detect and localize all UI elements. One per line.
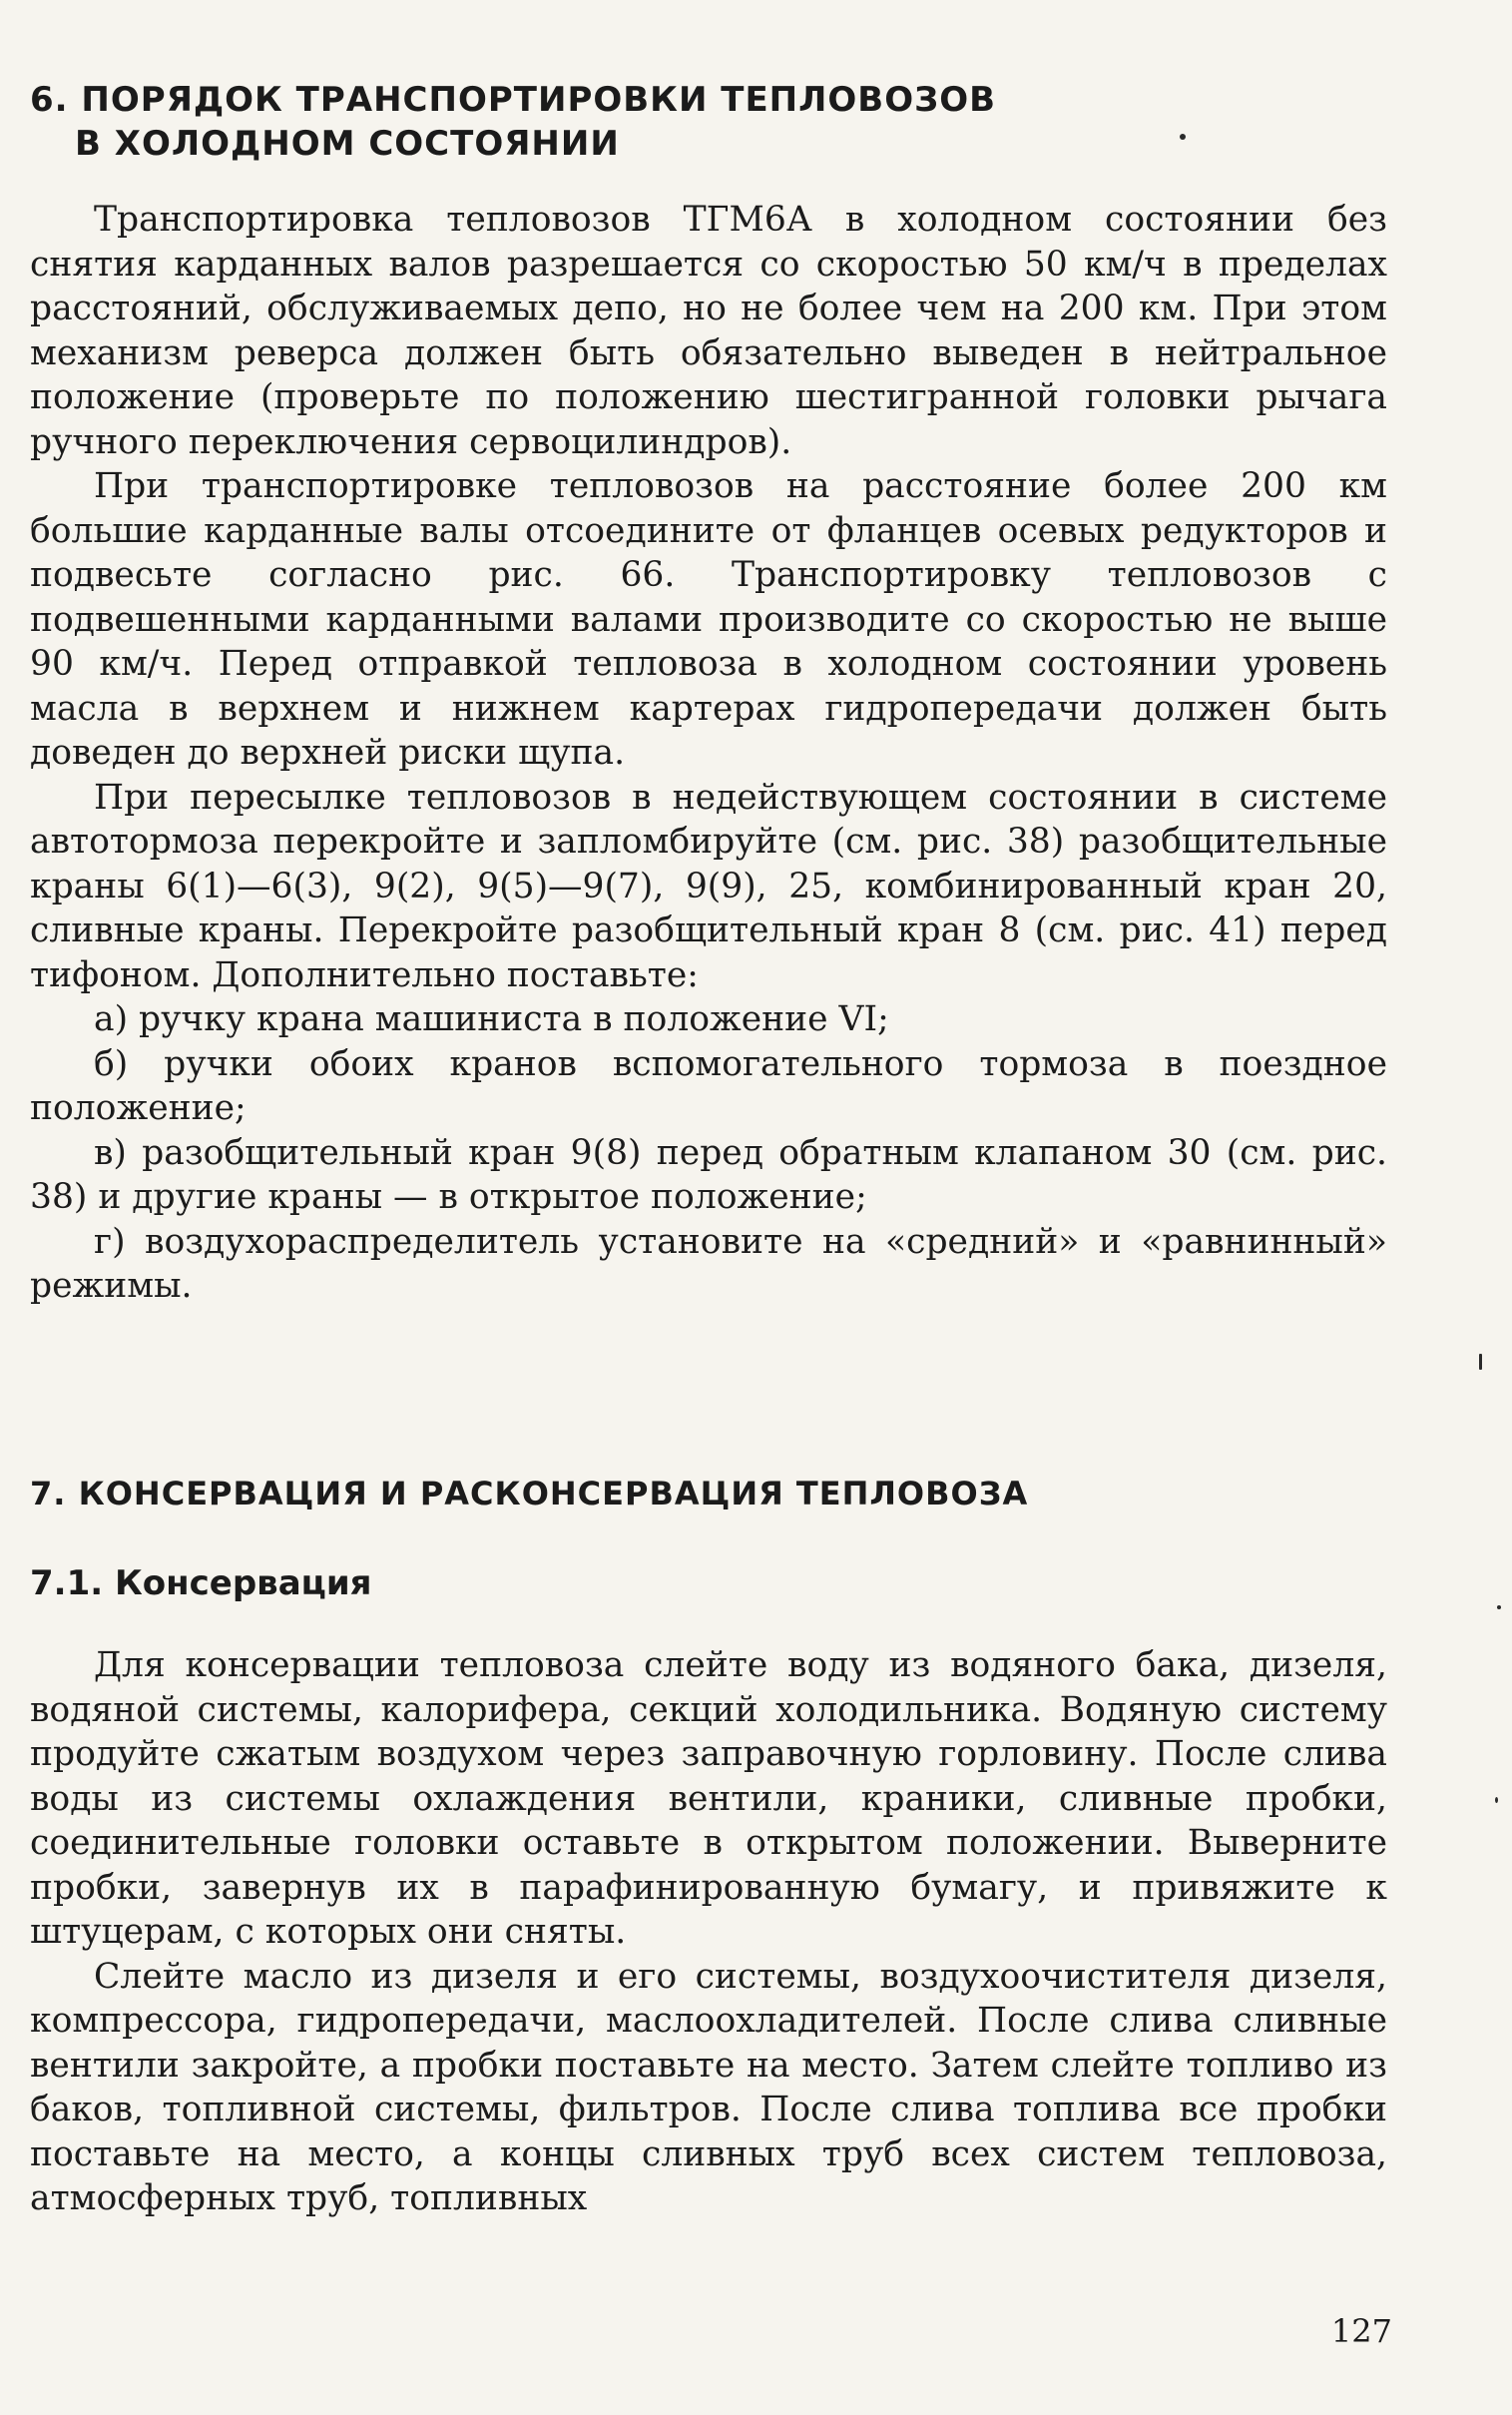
section-6-heading-line2: В ХОЛОДНОМ СОСТОЯНИИ [75, 124, 620, 164]
subsection-7-1-heading: 7.1. Консервация [30, 1563, 372, 1603]
section-6-paragraph-2: При транспортировке тепловозов на расстояние более 200 км большие карданные валы отсоедините от фланцев осевых редукторов и подвесьте согласно рис. 66. Транспортировку тепловозов с подвешенными карданными валами производите со скоростью не выше 90 км/ч. Перед отправкой тепловоза в холодном состоянии уровень масла в верхнем и нижнем картерах гидропередачи должен быть доведен до верхней риски щупа. [30, 466, 1387, 773]
section-6-paragraph-1: Транспортировка тепловозов ТГМ6А в холодном состоянии без снятия карданных валов разрешается со скоростью 50 км/ч в пределах расстояний, обслуживаемых депо, но не более чем на 200 км. При этом механизм реверса должен быть обязательно выведен в нейтральное положение (проверьте по положению шестигранной головки рычага ручного переключения сервоцилиндров). [30, 200, 1387, 462]
list-item-d: г) воздухораспределитель установите на «средний» и «равнинный» режимы. [30, 1221, 1387, 1306]
section-6-body [30, 198, 1387, 1309]
section-7-heading: 7. КОНСЕРВАЦИЯ И РАСКОНСЕРВАЦИЯ ТЕПЛОВОЗА [30, 1475, 1029, 1512]
section-7-body [30, 1643, 1387, 2221]
page-number: 127 [1330, 2312, 1392, 2350]
section-7-paragraph-2: Слейте масло из дизеля и его системы, воздухоочистителя дизеля, компрессора, гидропередачи, маслоохладителей. После слива сливные вентили закройте, а пробки поставьте на место. Затем слейте топливо из баков, топливной системы, фильтров. После слива топлива все пробки поставьте на место, а концы сливных труб всех систем тепловоза, атмосферных труб, топливных [30, 1956, 1387, 2218]
print-speck [1495, 1797, 1498, 1803]
section-6-heading-line1: 6. ПОРЯДОК ТРАНСПОРТИРОВКИ ТЕПЛОВОЗОВ [30, 80, 997, 120]
print-speck [1479, 1354, 1482, 1370]
list-item-a: а) ручку крана машиниста в положение VI; [94, 999, 889, 1039]
section-7-paragraph-1: Для консервации тепловоза слейте воду из водяного бака, дизеля, водяной системы, калорифера, секций холодильника. Водяную систему продуйте сжатым воздухом через заправочную горловину. После слива воды из системы охлаждения вентили, краники, сливные пробки, соединительные головки оставьте в открытом положении. Выверните пробки, завернув их в парафинированную бумагу, и привяжите к штуцерам, с которых они сняты. [30, 1645, 1387, 1952]
section-6-paragraph-3: При пересылке тепловозов в недействующем состоянии в системе автотормоза перекройте и запломбируйте (см. рис. 38) разобщительные краны 6(1)—6(3), 9(2), 9(5)—9(7), 9(9), 25, комбинированный кран 20, сливные краны. Перекройте разобщительный кран 8 (см. рис. 41) перед тифоном. Дополнительно поставьте: [30, 777, 1387, 995]
print-speck [1180, 134, 1186, 140]
section-6-heading [30, 78, 996, 166]
list-item-c: в) разобщительный кран 9(8) перед обратным клапаном 30 (см. рис. 38) и другие краны — в открытое положение; [30, 1132, 1387, 1217]
print-speck [1497, 1605, 1501, 1609]
list-item-b: б) ручки обоих кранов вспомогательного тормоза в поездное положение; [30, 1043, 1387, 1128]
